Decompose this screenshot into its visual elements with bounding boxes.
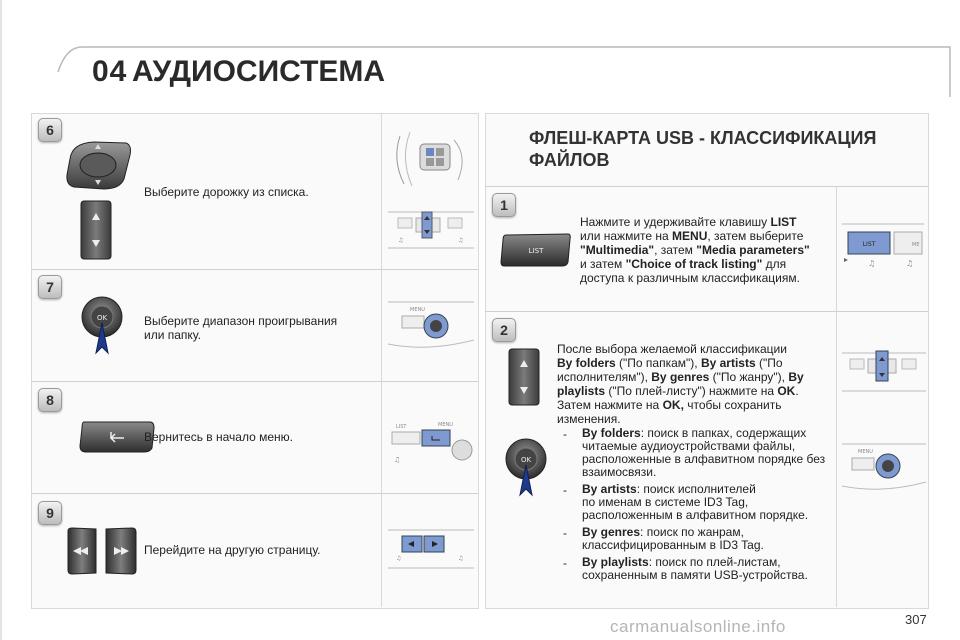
bullet-dash: - [563,556,567,570]
list-button-icon[interactable] [500,232,572,268]
up-down-button-icon[interactable] [80,200,112,260]
page-edge-rule [0,0,2,640]
left-section-divider [31,493,478,494]
step-badge-8: 8 [38,388,62,412]
usb-section-title [529,127,909,171]
step-badge-6: 6 [38,118,62,142]
bullet-by-artists: By artists: поиск исполнителей по именам в системе ID3 Tag, расположенным в алфавитном порядке. [582,482,809,522]
step-7-text-line1: Выберите диапазон проигрывания [144,314,338,328]
steering-wheel-control-icon[interactable] [64,139,134,191]
prev-next-buttons-icon[interactable] [66,527,138,575]
step-8-text: Вернитесь в начало меню. [144,430,294,444]
step-9-text: Перейдите на другую страницу. [144,543,321,557]
svg-text:♫: ♫ [906,259,914,268]
list-label: LIST [528,247,544,255]
ok-knob-icon[interactable] [80,295,128,357]
bullet-dash: - [563,526,567,540]
list-button-illustration [842,218,924,280]
right-section-divider [485,186,928,187]
step-badge-7: 7 [38,275,62,299]
left-section-divider [31,381,478,382]
ok-label: OK [96,314,108,322]
prev-next-panel-illustration [388,524,474,580]
bullet-by-genres: By genres: поиск по жанрам, классифицированным в ID3 Tag. [582,525,764,552]
watermark: carmanualsonline.info [610,617,786,636]
step-2-paragraph-1: После выбора желаемой классификации By folders ("По папкам"), By artists ("По исполнителям"), By genres ("По жанру"), By playlists ("По плей-листу") нажмите на OK. [557,342,804,398]
step-6-text: Выберите дорожку из списка. [144,185,309,199]
control-panel-illustration [388,206,474,262]
menu-label: MENU [410,307,425,313]
left-panel-divider [381,113,382,607]
step-7-text-line2: или папку. [144,328,201,342]
up-down-button-icon[interactable] [508,348,540,406]
step-badge-9: 9 [38,501,62,525]
dashboard-illustration [388,126,472,190]
ok-label: OK [520,456,532,464]
bullet-by-folders: By folders: поиск в папках, содержащих читаемые аудиоустройствами файлы, расположенные в алфавитном порядке без взаимосвязи. [582,426,826,479]
menu-label: MENU [858,449,873,455]
bullet-dash: - [563,427,567,441]
svg-text:♫: ♫ [868,259,876,268]
bullet-dash: - [563,483,567,497]
usb-title-line2: ФАЙЛОВ [529,150,610,170]
me-label: ME [912,242,920,248]
step-badge-1: 1 [492,193,516,217]
menu-label: MENU [438,422,453,428]
bullet-by-playlists: By playlists: поиск по плей-листам, сохраненным в памяти USB-устройства. [582,555,808,582]
svg-text:♫: ♫ [394,456,401,464]
menu-knob-illustration [388,294,474,354]
left-section-divider [31,269,478,270]
usb-title-line1: ФЛЕШ-КАРТА USB - КЛАССИФИКАЦИЯ [529,128,877,148]
svg-text:♫: ♫ [458,555,464,562]
step-badge-2: 2 [492,318,516,342]
step-2-paragraph-2: Затем нажмите на OK, чтобы сохранить изменения. [557,398,782,426]
list-label: LIST [396,424,407,430]
menu-knob-illustration [842,436,926,496]
chapter-number: 04 [92,55,128,88]
control-panel-illustration [842,347,926,405]
list-menu-illustration [388,412,474,470]
chapter-title: АУДИОСИСТЕМА [132,55,386,88]
page-number: 307 [905,612,927,627]
ok-knob-icon[interactable] [504,437,552,499]
svg-text:♫: ♫ [396,555,402,562]
list-label: LIST [862,241,876,248]
right-section-divider [485,311,928,312]
step-1-text: Нажмите и удерживайте клавишу LIST или нажмите на MENU, затем выберите "Multimedia", затем "Media parameters" и затем "Choice of track listing" для доступа к различным классификациям. [580,215,810,285]
svg-text:♫: ♫ [458,237,464,244]
svg-text:♫: ♫ [398,237,404,244]
